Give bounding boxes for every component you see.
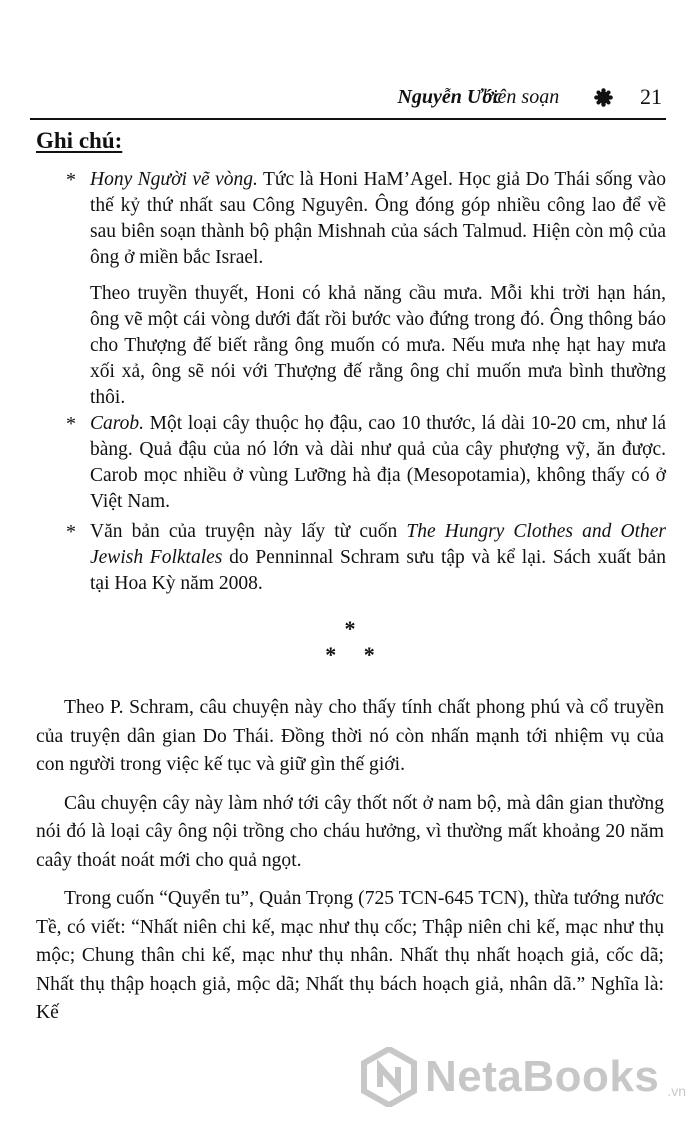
note-term: Carob. (90, 413, 144, 434)
page-number: 21 (640, 84, 662, 109)
body-paragraph: Câu chuyện cây này làm nhớ tới cây thốt nốt ở nam bộ, mà dân gian thường nói đó là loại cây ông nội trồng cho cháu hưởng, vì thường mất khoảng 20 năm caây thoát noát mới cho quả ngọt. (36, 792, 664, 871)
bullet-asterisk: * (66, 521, 76, 543)
body-paragraph: Trong cuốn “Quyển tu”, Quản Trọng (725 TCN-645 TCN), thừa tướng nước Tề, có viết: “Nhất niên chi kế, mạc như thụ cốc; Thập niên chi kế, mạc như thụ mộc; Chung thân chi kế, mạc như thụ nhân. Nhất thụ nhất hoạch giả, cốc dã; Nhất thụ thập hoạch giả, mộc dã; Nhất thụ bách hoạch giả, nhân dã.” Nghĩa là: Kế (36, 888, 664, 1023)
note-paragraph (90, 281, 666, 411)
running-header (0, 78, 662, 114)
note-text: Theo truyền thuyết, Honi có khả năng cầu mưa. Mỗi khi trời hạn hán, ông vẽ một cái vòng dưới đất rồi bước vào đứng trong đó. Ông thông báo cho Thượng đế biết rằng ông muốn có mưa. Nếu mưa nhẹ hạt hay mưa xối xả, ông sẽ nói với Thượng đế rằng ông chỉ muốn mưa bình thường thôi. (90, 283, 666, 408)
note-term: Hony Người vẽ vòng. (90, 169, 258, 190)
bullet-asterisk: * (66, 413, 76, 435)
watermark (361, 1047, 686, 1107)
netabooks-logo-icon (361, 1047, 417, 1107)
body-paragraph: Theo P. Schram, câu chuyện này cho thấy tính chất phong phú và cổ truyền của truyện dân gian Do Thái. Đồng thời nó còn nhấn mạnh tới nhiệm vụ của con người trong việc kế tục và giữ gìn thế giới. (36, 697, 664, 775)
header-divider (30, 118, 666, 120)
flower-ornament-icon (594, 88, 613, 107)
note-text: Văn bản của truyện này lấy từ cuốn (90, 521, 407, 542)
note-paragraph (90, 411, 666, 515)
note-carob (66, 411, 666, 515)
separator-stars-bottom: * * (325, 642, 375, 667)
notes-title: Ghi chú: (36, 128, 123, 153)
separator-star-top: * (344, 616, 356, 641)
book-title: The Hungry Clothes and Other Jewish Folktales (90, 521, 666, 568)
bullet-asterisk: * (66, 169, 76, 191)
watermark-brand: NetaBooks (424, 1052, 660, 1101)
header-author: Nguyễn Ước (397, 86, 502, 108)
note-honi (66, 167, 666, 411)
note-paragraph (90, 167, 666, 271)
watermark-tld: .vn (667, 1083, 686, 1099)
note-text: do Penninnal Schram sưu tập và kể lại. Sách xuất bản tại Hoa Kỳ năm 2008. (90, 547, 666, 594)
note-source (66, 519, 666, 597)
body-text (36, 694, 664, 1038)
note-paragraph (90, 519, 666, 597)
note-text: Một loại cây thuộc họ đậu, cao 10 thước, lá dài 10-20 cm, như lá bàng. Quả đậu của nó lớn và dài như quả của cây phượng vỹ, ăn được. Carob mọc nhiều ở vùng Lưỡng hà địa (Mesopotamia), không thấy có ở Việt Nam. (90, 413, 666, 512)
header-role: biên soạn (482, 86, 560, 108)
note-text: Tức là Honi HaM’Agel. Học giả Do Thái sống vào thế kỷ thứ nhất sau Công Nguyên. Ông đóng góp nhiều công lao để về sau biên soạn thành bộ phận Mishnah của sách Talmud. Hiện còn mộ của ông ở miền bắc Israel. (90, 169, 666, 268)
